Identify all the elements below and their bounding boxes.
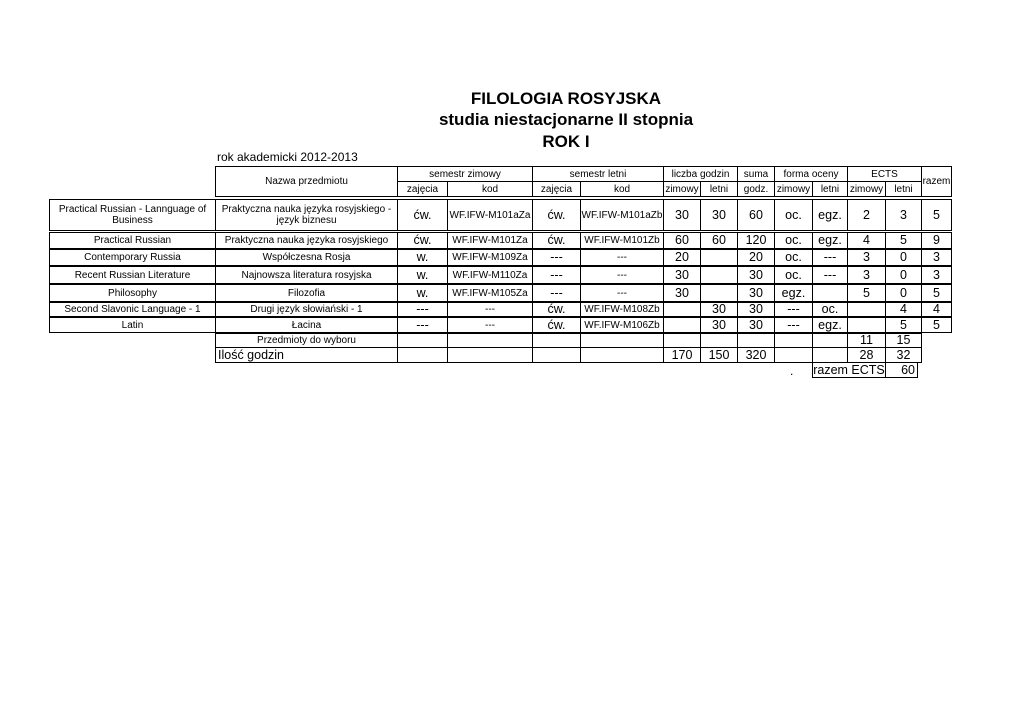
cell-fz: egz.: [774, 284, 813, 302]
totals-ects-zimowy: 28: [847, 347, 886, 363]
header-razem: razem: [921, 166, 952, 197]
header-semestr-zimowy: semestr zimowy: [397, 166, 533, 182]
cell-kl: WF.IFW-M106Zb: [580, 317, 664, 333]
cell-fl: oc.: [812, 302, 848, 317]
cell-fl: egz.: [812, 199, 848, 231]
cell-kz: WF.IFW-M109Za: [447, 249, 533, 266]
cell-fz: ---: [774, 317, 813, 333]
cell-en: Practical Russian - Lannguage of Business: [49, 199, 216, 231]
cell-en: Practical Russian: [49, 232, 216, 249]
cell-fl: [812, 284, 848, 302]
totals-empty: [580, 347, 664, 363]
cell-suma: 30: [737, 266, 775, 284]
cell-fl: egz.: [812, 232, 848, 249]
cell-ez: [847, 302, 886, 317]
cell-ez: 5: [847, 284, 886, 302]
cell-suma: 20: [737, 249, 775, 266]
cell-ez: 3: [847, 249, 886, 266]
cell-suma: 120: [737, 232, 775, 249]
cell-fz: oc.: [774, 199, 813, 231]
cell-razem: 5: [921, 317, 952, 333]
cell-zl: ćw.: [532, 317, 581, 333]
elective-empty: [532, 333, 581, 348]
header-godz: godz.: [737, 181, 775, 197]
elective-empty: [737, 333, 775, 348]
cell-zz: w.: [397, 284, 448, 302]
cell-fz: oc.: [774, 249, 813, 266]
cell-zz: w.: [397, 249, 448, 266]
cell-fz: ---: [774, 302, 813, 317]
cell-el: 3: [885, 199, 922, 231]
cell-el: 5: [885, 317, 922, 333]
elective-empty: [397, 333, 448, 348]
header-zajecia: zajęcia: [532, 181, 581, 197]
cell-hz: [663, 317, 701, 333]
cell-en: Recent Russian Literature: [49, 266, 216, 284]
header-kod: kod: [447, 181, 533, 197]
cell-en: Latin: [49, 317, 216, 333]
cell-pl: Najnowsza literatura rosyjska: [215, 266, 398, 284]
cell-hz: 60: [663, 232, 701, 249]
cell-kl: ---: [580, 249, 664, 266]
cell-suma: 30: [737, 302, 775, 317]
cell-zl: ćw.: [532, 302, 581, 317]
cell-razem: 5: [921, 284, 952, 302]
title-line-3: ROK I: [542, 132, 590, 151]
header-zimowy: zimowy: [847, 181, 886, 197]
cell-kz: WF.IFW-M110Za: [447, 266, 533, 284]
cell-pl: Współczesna Rosja: [215, 249, 398, 266]
cell-zz: ---: [397, 317, 448, 333]
cell-razem: 5: [921, 199, 952, 231]
elective-empty: [812, 333, 848, 348]
elective-empty: [774, 333, 813, 348]
cell-ez: 2: [847, 199, 886, 231]
cell-el: 5: [885, 232, 922, 249]
cell-kl: ---: [580, 284, 664, 302]
cell-pl: Filozofia: [215, 284, 398, 302]
cell-zl: ćw.: [532, 232, 581, 249]
cell-kz: ---: [447, 317, 533, 333]
cell-hl: 30: [700, 302, 738, 317]
cell-fz: oc.: [774, 232, 813, 249]
cell-zz: w.: [397, 266, 448, 284]
cell-razem: 9: [921, 232, 952, 249]
header-kod: kod: [580, 181, 664, 197]
title-line-1: FILOLOGIA ROSYJSKA: [470, 89, 662, 108]
cell-ez: 3: [847, 266, 886, 284]
header-suma: suma: [737, 166, 775, 182]
elective-ects-zimowy: 11: [847, 333, 886, 348]
cell-hz: 30: [663, 284, 701, 302]
elective-empty: [700, 333, 738, 348]
totals-godziny-zimowy: 170: [663, 347, 701, 363]
cell-fl: ---: [812, 249, 848, 266]
cell-fz: oc.: [774, 266, 813, 284]
cell-suma: 30: [737, 284, 775, 302]
totals-empty: [447, 347, 533, 363]
cell-en: Philosophy: [49, 284, 216, 302]
cell-zz: ---: [397, 302, 448, 317]
cell-hl: [700, 249, 738, 266]
header-letni: letni: [700, 181, 738, 197]
totals-empty: [397, 347, 448, 363]
cell-pl: Praktyczna nauka języka rosyjskiego: [215, 232, 398, 249]
elective-empty: [663, 333, 701, 348]
cell-ez: 4: [847, 232, 886, 249]
cell-hz: 30: [663, 199, 701, 231]
totals-godziny-letni: 150: [700, 347, 738, 363]
cell-razem: 4: [921, 302, 952, 317]
cell-kz: WF.IFW-M101aZa: [447, 199, 533, 231]
academic-year: rok akademicki 2012-2013: [217, 150, 358, 164]
cell-el: 0: [885, 284, 922, 302]
cell-kl: WF.IFW-M108Zb: [580, 302, 664, 317]
cell-kz: WF.IFW-M101Za: [447, 232, 533, 249]
cell-hl: 30: [700, 317, 738, 333]
header-nazwa: Nazwa przedmiotu: [215, 166, 398, 197]
cell-kz: WF.IFW-M105Za: [447, 284, 533, 302]
elective-label: Przedmioty do wyboru: [215, 333, 398, 348]
cell-pl: Łacina: [215, 317, 398, 333]
cell-kl: WF.IFW-M101Zb: [580, 232, 664, 249]
cell-zl: ---: [532, 266, 581, 284]
cell-zz: ćw.: [397, 199, 448, 231]
cell-el: 4: [885, 302, 922, 317]
cell-hl: [700, 284, 738, 302]
header-letni: letni: [812, 181, 848, 197]
cell-fl: ---: [812, 266, 848, 284]
totals-ects-letni: 32: [885, 347, 922, 363]
cell-suma: 60: [737, 199, 775, 231]
cell-en: Contemporary Russia: [49, 249, 216, 266]
cell-zl: ćw.: [532, 199, 581, 231]
cell-hz: 20: [663, 249, 701, 266]
summary-label: razem ECTS: [813, 362, 885, 377]
cell-fl: egz.: [812, 317, 848, 333]
header-ects: ECTS: [847, 166, 922, 182]
totals-suma: 320: [737, 347, 775, 363]
header-zajecia: zajęcia: [397, 181, 448, 197]
cell-ez: [847, 317, 886, 333]
header-semestr-letni: semestr letni: [532, 166, 664, 182]
elective-empty: [580, 333, 664, 348]
summary-dot: .: [790, 364, 794, 378]
cell-pl: Praktyczna nauka języka rosyjskiego - język biznesu: [215, 199, 398, 231]
cell-hl: 30: [700, 199, 738, 231]
cell-kl: ---: [580, 266, 664, 284]
cell-pl: Drugi język słowiański - 1: [215, 302, 398, 317]
cell-el: 0: [885, 249, 922, 266]
cell-hz: 30: [663, 266, 701, 284]
cell-kz: ---: [447, 302, 533, 317]
summary-value: 60: [885, 362, 918, 378]
elective-empty: [447, 333, 533, 348]
cell-zl: ---: [532, 249, 581, 266]
totals-empty: [774, 347, 813, 363]
cell-suma: 30: [737, 317, 775, 333]
cell-el: 0: [885, 266, 922, 284]
cell-hl: [700, 266, 738, 284]
cell-en: Second Slavonic Language - 1: [49, 302, 216, 317]
cell-hz: [663, 302, 701, 317]
title-line-2: studia niestacjonarne II stopnia: [438, 110, 694, 129]
cell-razem: 3: [921, 266, 952, 284]
header-letni: letni: [885, 181, 922, 197]
cell-hl: 60: [700, 232, 738, 249]
header-zimowy: zimowy: [774, 181, 813, 197]
totals-empty: [812, 347, 848, 363]
header-zimowy: zimowy: [663, 181, 701, 197]
cell-zz: ćw.: [397, 232, 448, 249]
cell-zl: ---: [532, 284, 581, 302]
cell-razem: 3: [921, 249, 952, 266]
header-liczba-godzin: liczba godzin: [663, 166, 738, 182]
totals-label: Ilość godzin: [215, 347, 398, 363]
totals-empty: [532, 347, 581, 363]
elective-ects-letni: 15: [885, 333, 922, 348]
header-forma-oceny: forma oceny: [774, 166, 848, 182]
cell-kl: WF.IFW-M101aZb: [580, 199, 664, 231]
